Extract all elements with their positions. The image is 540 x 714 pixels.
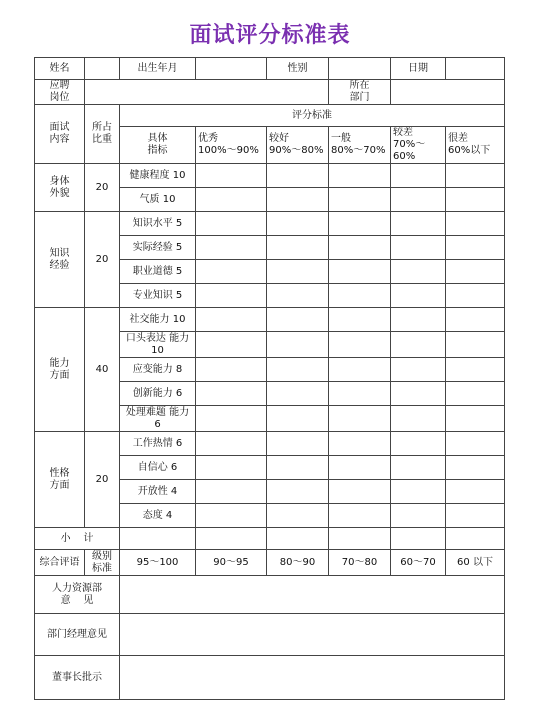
level-score: 90～95 <box>196 550 267 576</box>
indicator-cell: 工作热情 6 <box>120 432 196 456</box>
score-cell[interactable] <box>446 236 505 260</box>
date-label: 日期 <box>391 58 446 80</box>
score-cell[interactable] <box>446 284 505 308</box>
table-row <box>35 308 505 332</box>
level-score: 95～100 <box>120 550 196 576</box>
section-name: 知识 经验 <box>35 212 85 308</box>
position-field[interactable] <box>85 80 329 105</box>
score-cell[interactable] <box>329 308 391 332</box>
page-title: 面试评分标准表 <box>189 23 351 48</box>
score-cell[interactable] <box>196 212 267 236</box>
position-row <box>35 80 505 105</box>
score-cell[interactable] <box>446 432 505 456</box>
score-cell[interactable] <box>267 260 329 284</box>
score-cell[interactable] <box>391 382 446 406</box>
score-cell[interactable] <box>446 188 505 212</box>
score-cell[interactable] <box>329 212 391 236</box>
score-cell[interactable] <box>329 456 391 480</box>
score-cell[interactable] <box>446 332 505 358</box>
score-cell[interactable] <box>196 260 267 284</box>
section-name: 能力 方面 <box>35 308 85 432</box>
manager-opinion-row <box>35 614 505 656</box>
score-cell[interactable] <box>391 236 446 260</box>
score-cell[interactable] <box>329 432 391 456</box>
manager-opinion-field[interactable] <box>120 614 505 656</box>
basic-info-row <box>35 58 505 80</box>
name-field[interactable] <box>85 58 120 80</box>
indicator-cell: 知识水平 5 <box>120 212 196 236</box>
score-cell[interactable] <box>329 332 391 358</box>
score-cell[interactable] <box>329 382 391 406</box>
score-cell[interactable] <box>196 332 267 358</box>
section-name: 性格 方面 <box>35 432 85 528</box>
score-cell[interactable] <box>267 432 329 456</box>
indicator-cell: 健康程度 10 <box>120 164 196 188</box>
score-cell[interactable] <box>391 504 446 528</box>
subtotal-label: 小 计 <box>35 528 120 550</box>
hr-opinion-row <box>35 576 505 614</box>
score-cell[interactable] <box>267 332 329 358</box>
section-weight: 20 <box>85 212 120 308</box>
grade-header-excellent: 优秀 100%～90% <box>196 127 267 164</box>
section-weight: 20 <box>85 432 120 528</box>
score-cell[interactable] <box>391 188 446 212</box>
subtotal-cell[interactable] <box>446 528 505 550</box>
score-cell[interactable] <box>267 358 329 382</box>
score-cell[interactable] <box>267 164 329 188</box>
dept-field[interactable] <box>391 80 505 105</box>
score-cell[interactable] <box>196 432 267 456</box>
subtotal-cell[interactable] <box>267 528 329 550</box>
chairman-opinion-row <box>35 656 505 700</box>
level-score: 70～80 <box>329 550 391 576</box>
score-cell[interactable] <box>446 260 505 284</box>
score-cell[interactable] <box>267 504 329 528</box>
hr-opinion-label: 人力资源部 意 见 <box>35 576 120 614</box>
indicator-cell: 社交能力 10 <box>120 308 196 332</box>
score-cell[interactable] <box>196 236 267 260</box>
score-cell[interactable] <box>329 236 391 260</box>
table-row <box>35 164 505 188</box>
score-cell[interactable] <box>196 406 267 432</box>
indicator-cell: 创新能力 6 <box>120 382 196 406</box>
score-cell[interactable] <box>196 382 267 406</box>
score-cell[interactable] <box>329 164 391 188</box>
indicator-cell: 自信心 6 <box>120 456 196 480</box>
chairman-opinion-label: 董事长批示 <box>35 656 120 700</box>
name-label: 姓名 <box>35 58 85 80</box>
score-cell[interactable] <box>196 480 267 504</box>
subtotal-cell[interactable] <box>120 528 196 550</box>
score-cell[interactable] <box>267 236 329 260</box>
score-cell[interactable] <box>196 358 267 382</box>
score-cell[interactable] <box>391 406 446 432</box>
score-cell[interactable] <box>329 358 391 382</box>
level-score: 60 以下 <box>446 550 505 576</box>
score-cell[interactable] <box>391 284 446 308</box>
score-cell[interactable] <box>329 260 391 284</box>
score-cell[interactable] <box>391 164 446 188</box>
score-cell[interactable] <box>391 308 446 332</box>
score-cell[interactable] <box>446 406 505 432</box>
indicator-cell: 应变能力 8 <box>120 358 196 382</box>
table-row <box>35 212 505 236</box>
score-cell[interactable] <box>329 406 391 432</box>
section-weight: 20 <box>85 164 120 212</box>
level-score: 80～90 <box>267 550 329 576</box>
score-cell[interactable] <box>446 382 505 406</box>
summary-row <box>35 550 505 576</box>
score-cell[interactable] <box>267 480 329 504</box>
grade-header-good: 较好 90%～80% <box>267 127 329 164</box>
indicator-cell: 职业道德 5 <box>120 260 196 284</box>
section-name: 身体 外貌 <box>35 164 85 212</box>
score-cell[interactable] <box>391 358 446 382</box>
indicator-cell: 气质 10 <box>120 188 196 212</box>
score-cell[interactable] <box>329 284 391 308</box>
score-cell[interactable] <box>446 456 505 480</box>
score-cell[interactable] <box>267 188 329 212</box>
score-cell[interactable] <box>267 382 329 406</box>
indicator-cell: 实际经验 5 <box>120 236 196 260</box>
score-cell[interactable] <box>391 480 446 504</box>
score-cell[interactable] <box>267 456 329 480</box>
score-cell[interactable] <box>391 456 446 480</box>
score-cell[interactable] <box>391 212 446 236</box>
chairman-opinion-field[interactable] <box>120 656 505 700</box>
gender-field[interactable] <box>329 58 391 80</box>
indicator-cell: 处理难题 能力 6 <box>120 406 196 432</box>
score-cell[interactable] <box>196 456 267 480</box>
indicator-header: 具体 指标 <box>120 127 196 164</box>
subtotal-cell[interactable] <box>196 528 267 550</box>
score-cell[interactable] <box>446 164 505 188</box>
grade-header-average: 一般 80%～70% <box>329 127 391 164</box>
criteria-header: 评分标准 <box>120 105 505 127</box>
score-cell[interactable] <box>446 212 505 236</box>
section-weight: 40 <box>85 308 120 432</box>
indicator-cell: 口头表达 能力 10 <box>120 332 196 358</box>
score-cell[interactable] <box>196 308 267 332</box>
birth-label: 出生年月 <box>120 58 196 80</box>
score-cell[interactable] <box>329 504 391 528</box>
score-cell[interactable] <box>267 284 329 308</box>
score-cell[interactable] <box>446 480 505 504</box>
criteria-header-row <box>35 105 505 127</box>
score-cell[interactable] <box>391 332 446 358</box>
subtotal-cell[interactable] <box>391 528 446 550</box>
score-cell[interactable] <box>267 406 329 432</box>
subtotal-row <box>35 528 505 550</box>
birth-field[interactable] <box>196 58 267 80</box>
indicator-cell: 专业知识 5 <box>120 284 196 308</box>
score-cell[interactable] <box>329 188 391 212</box>
hr-opinion-field[interactable] <box>120 576 505 614</box>
content-header: 面试 内容 <box>35 105 85 164</box>
level-label: 级别 标准 <box>85 550 120 576</box>
indicator-cell: 态度 4 <box>120 504 196 528</box>
score-cell[interactable] <box>446 504 505 528</box>
score-cell[interactable] <box>196 284 267 308</box>
gender-label: 性别 <box>267 58 329 80</box>
score-cell[interactable] <box>446 308 505 332</box>
level-score: 60～70 <box>391 550 446 576</box>
interview-score-table <box>34 57 505 700</box>
score-cell[interactable] <box>267 212 329 236</box>
manager-opinion-label: 部门经理意见 <box>35 614 120 656</box>
score-cell[interactable] <box>267 308 329 332</box>
score-cell[interactable] <box>391 260 446 284</box>
score-cell[interactable] <box>391 432 446 456</box>
score-cell[interactable] <box>196 188 267 212</box>
indicator-cell: 开放性 4 <box>120 480 196 504</box>
grade-header-poor: 较差 70%～60% <box>391 127 446 164</box>
position-label: 应聘 岗位 <box>35 80 85 105</box>
date-field[interactable] <box>446 58 505 80</box>
grade-header-very-poor: 很差 60%以下 <box>446 127 505 164</box>
table-row <box>35 432 505 456</box>
dept-label: 所在 部门 <box>329 80 391 105</box>
score-cell[interactable] <box>446 358 505 382</box>
subtotal-cell[interactable] <box>329 528 391 550</box>
weight-header: 所占 比重 <box>85 105 120 164</box>
score-cell[interactable] <box>196 164 267 188</box>
summary-label: 综合评语 <box>35 550 85 576</box>
score-cell[interactable] <box>329 480 391 504</box>
score-cell[interactable] <box>196 504 267 528</box>
